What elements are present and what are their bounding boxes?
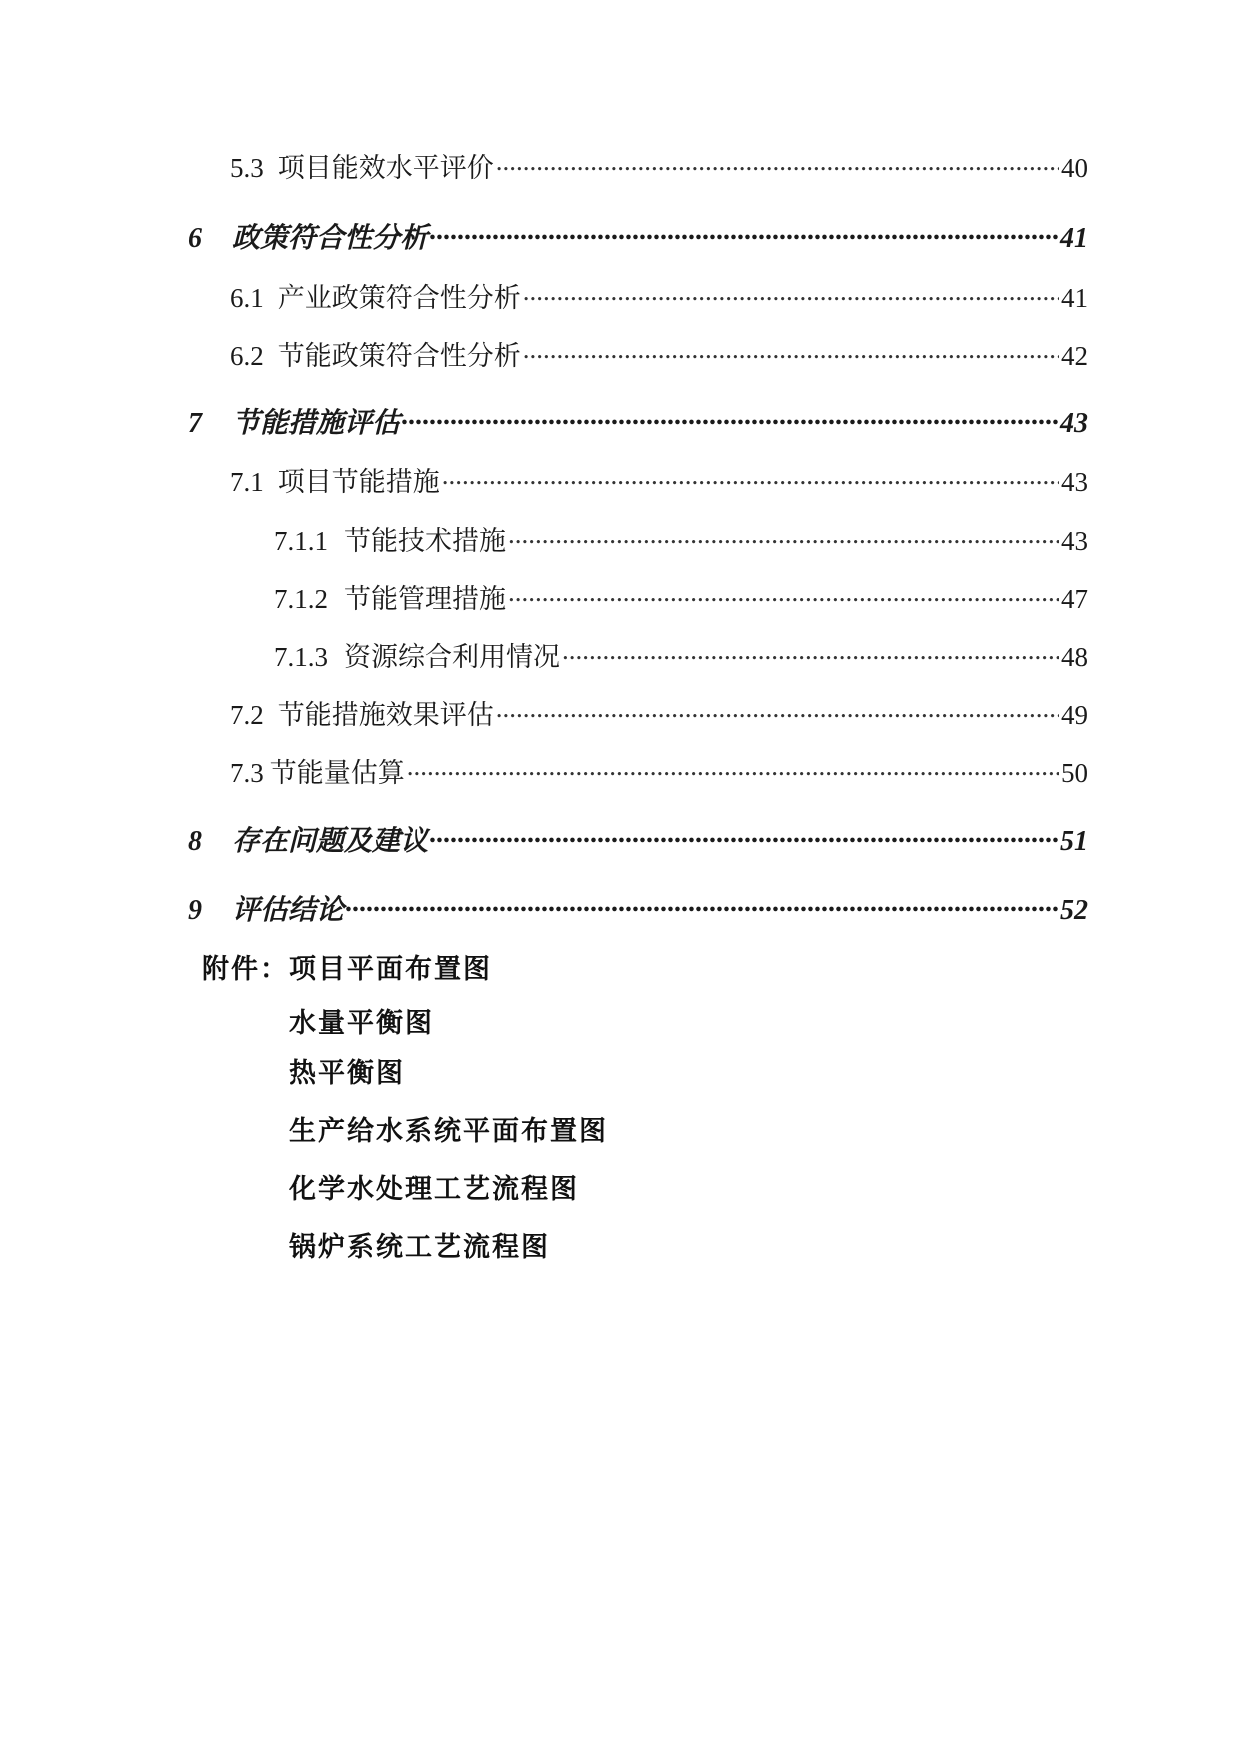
- toc-leader-dots: [562, 639, 1059, 666]
- attachment-item: 热平衡图: [289, 1058, 405, 1089]
- toc-entry-number: 6.1: [230, 283, 264, 313]
- toc-entry-title: 节能量估算: [269, 758, 405, 788]
- toc-leader-dots: [430, 219, 1058, 247]
- toc-entry-number: 7: [188, 408, 202, 439]
- toc-entry-title: 评估结论: [232, 895, 345, 926]
- toc-entry-title: 节能政策符合性分析: [277, 341, 521, 371]
- toc-entry-page: 51: [1060, 826, 1088, 857]
- attachment-item: 生产给水系统平面布置图: [289, 1116, 608, 1147]
- toc-entry-page: 41: [1061, 283, 1088, 313]
- toc-entry-number: 6.2: [230, 341, 264, 371]
- toc-entry-page: 43: [1060, 408, 1088, 439]
- toc-entry[interactable]: [188, 216, 1088, 256]
- toc-entry-number: 7.1.1: [274, 526, 328, 556]
- toc-entry-title: 项目能效水平评价: [277, 153, 494, 183]
- attachment-item: 水量平衡图: [289, 1008, 434, 1039]
- toc-entry[interactable]: [274, 519, 1088, 558]
- toc-entry-title: 产业政策符合性分析: [277, 283, 521, 313]
- toc-entry-number: 8: [188, 826, 202, 857]
- toc-leader-dots: [402, 404, 1058, 432]
- toc-entry[interactable]: [230, 276, 1088, 315]
- toc-leader-dots: [523, 338, 1059, 365]
- toc-entry-number: 7.1.2: [274, 584, 328, 614]
- toc-entry[interactable]: [230, 334, 1088, 373]
- toc-entry-number: 6: [188, 223, 202, 254]
- attachments-label: 附件：: [202, 954, 289, 985]
- toc-entry[interactable]: [188, 888, 1088, 928]
- toc-entry-number: 5.3: [230, 153, 264, 183]
- toc-entry[interactable]: [230, 751, 1088, 790]
- toc-leader-dots: [508, 581, 1059, 608]
- toc-entry-page: 43: [1061, 467, 1088, 497]
- toc-entry-page: 43: [1061, 526, 1088, 556]
- toc-entry-page: 41: [1060, 223, 1088, 254]
- toc-leader-dots: [496, 697, 1059, 724]
- toc-entry[interactable]: [230, 460, 1088, 499]
- toc-entry-number: 7.1.3: [274, 642, 328, 672]
- toc-entry-title: 节能管理措施: [344, 584, 506, 614]
- toc-entry-title: 资源综合利用情况: [344, 642, 560, 672]
- attachment-item: 锅炉系统工艺流程图: [289, 1232, 550, 1263]
- toc-entry-page: 49: [1061, 700, 1088, 730]
- toc-entry-page: 50: [1061, 758, 1088, 788]
- toc-entry[interactable]: [188, 401, 1088, 441]
- attachment-item: 项目平面布置图: [289, 954, 492, 985]
- toc-entry-title: 存在问题及建议: [232, 826, 429, 857]
- toc-entry[interactable]: [230, 146, 1088, 185]
- toc-entry[interactable]: [274, 577, 1088, 616]
- toc-entry[interactable]: [274, 635, 1088, 674]
- toc-leader-dots: [496, 150, 1059, 177]
- toc-entry-number: 7.1: [230, 467, 264, 497]
- toc-leader-dots: [407, 755, 1059, 782]
- toc-leader-dots: [523, 280, 1059, 307]
- toc-entry-number: 9: [188, 895, 202, 926]
- toc-entry[interactable]: [230, 693, 1088, 732]
- toc-entry-page: 47: [1061, 584, 1088, 614]
- toc-entry-page: 40: [1061, 153, 1088, 183]
- toc-entry-title: 节能措施评估: [232, 408, 401, 439]
- toc-leader-dots: [346, 891, 1058, 919]
- toc-entry-page: 52: [1060, 895, 1088, 926]
- toc-entry-page: 42: [1061, 341, 1088, 371]
- toc-entry-number: 7.3: [230, 758, 264, 788]
- toc-leader-dots: [508, 523, 1059, 550]
- toc-leader-dots: [430, 822, 1058, 850]
- toc-entry[interactable]: [188, 819, 1088, 859]
- toc-entry-number: 7.2: [230, 700, 264, 730]
- attachment-item: 化学水处理工艺流程图: [289, 1174, 579, 1205]
- toc-entry-title: 节能措施效果评估: [277, 700, 494, 730]
- toc-leader-dots: [442, 464, 1059, 491]
- toc-entry-title: 项目节能措施: [277, 467, 440, 497]
- toc-entry-page: 48: [1061, 642, 1088, 672]
- toc-entry-title: 节能技术措施: [344, 526, 506, 556]
- toc-entry-title: 政策符合性分析: [232, 223, 429, 254]
